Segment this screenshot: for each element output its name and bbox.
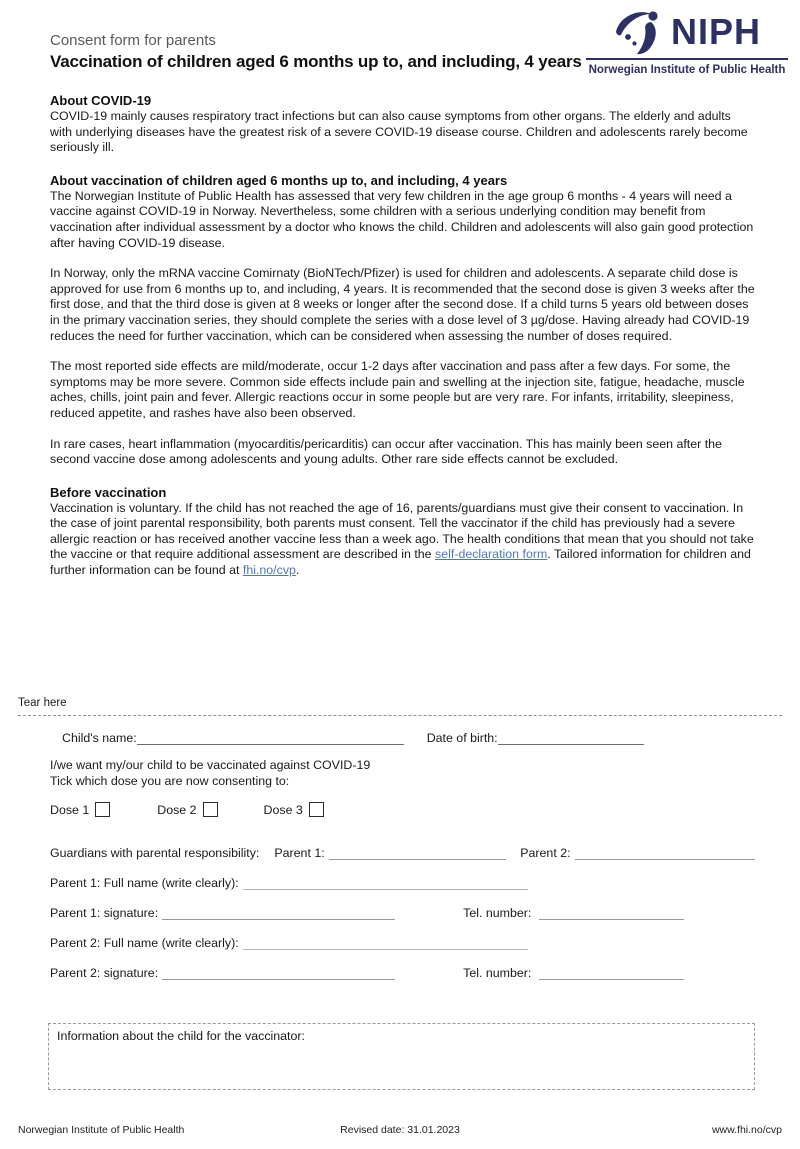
vaccinator-info-label: Information about the child for the vaccinator: [57,1029,305,1043]
title-block [50,32,582,72]
child-name-label: Child's name: [62,731,137,745]
parent-2-tel-field[interactable] [539,965,684,980]
parent-2-fullname-row [50,933,755,950]
paragraph-before-vaccination [50,501,755,579]
text-segment: Vaccination is voluntary. If the child has not reached the age of 16, parents/guardians must give their consent to vaccination. In the case of joint parental responsibility, both parents must consent. Tell the vaccinator if the child has previously had a severe allergic reaction or has received another vaccine less than a week ago. The health conditions that mean that you should not take the vaccine or that require additional assessment are described in the [50,500,754,562]
vaccinator-info-box[interactable] [48,1023,755,1090]
header [0,0,800,76]
consent-line-1: I/we want my/our child to be vaccinated against COVID-19 [50,758,371,772]
date-of-birth-label: Date of birth: [426,731,498,745]
logo-divider [586,58,788,60]
niph-logo [586,8,788,76]
heading-before-vaccination: Before vaccination [50,484,167,500]
tear-here-label: Tear here [18,697,67,709]
footer-revised-date: Revised date: 31.01.2023 [340,1124,460,1136]
parent-1-label: Parent 1: [274,846,325,860]
parent-1-signature-row [50,903,755,920]
text-segment: . Tailored information for children and further information can be found at [50,547,751,578]
dose-1-checkbox[interactable] [95,802,110,817]
dose-3-label: Dose 3 [263,802,303,817]
fhi-cvp-link[interactable]: fhi.no/cvp [242,563,296,578]
parent-1-fullname-row [50,873,755,890]
form-subtitle: Consent form for parents [50,32,216,49]
parent-1-fullname-label: Parent 1: Full name (write clearly): [50,876,239,890]
dose-2-label: Dose 2 [157,802,197,817]
paragraph: In Norway, only the mRNA vaccine Comirnaty (BioNTech/Pfizer) is used for children and adolescents. A separate child dose is approved for use from 6 months up to, and including, 4 years. It is recommended that the second dose is given 3 weeks after the first dose, and that the third dose is given at 8 weeks or longer after the second dose. If a child turns 5 years old between doses in the primary vaccination series, they should complete the series with a dose level of 3 µg/dose. Having already had COVID-19 reduces the need for further vaccination, which can be considered when assessing the number of doses required. [50,266,755,343]
paragraph: COVID-19 mainly causes respiratory tract infections but can also cause symptoms from other organs. The elderly and adults with underlying diseases have the greatest risk of a severe COVID-19 disease course. Children and adolescents rarely become seriously ill. [50,109,748,155]
paragraph: The Norwegian Institute of Public Health has assessed that very few children in the age group 6 months - 4 years will need a vaccine against COVID-19 in Norway. Nevertheless, some children with a serious underlying condition may benefit from vaccination after individual assessment by a doctor who knows the child. Children and adolescents will also gain good protection after having COVID-19 disease. [50,188,754,250]
parent-2-signature-label: Parent 2: signature: [50,966,159,980]
tear-dashed-line [18,715,782,716]
parent-1-signature-label: Parent 1: signature: [50,906,159,920]
paragraph: In rare cases, heart inflammation (myocarditis/pericarditis) can occur after vaccination. This has mainly been seen after the second vaccine dose among adolescents and young adults. Other rare side effects cannot be excluded. [50,436,722,467]
dose-1-label: Dose 1 [50,802,90,817]
tear-off-form [0,697,800,1090]
child-name-row [50,728,755,745]
date-of-birth-field[interactable] [498,730,644,745]
parent-2-fullname-label: Parent 2: Full name (write clearly): [50,936,239,950]
heading-about-covid: About COVID-19 [50,93,152,108]
parent-2-signature-row [50,963,755,980]
paragraph: The most reported side effects are mild/moderate, occur 1-2 days after vaccination and pass after a few days. For some, the symptoms may be more severe. Common side effects include pain and swelling at the injection site, fatigue, headache, muscle aches, chills, joint pain and fever. Allergic reactions occur in some people but are very rare. For infants, irritability, sleepiness, reduced appetite, and rashes have also been observed. [50,359,745,420]
guardians-row [50,843,755,860]
parent-1-signature-field[interactable] [162,905,395,920]
niph-wordmark: NIPH [670,11,761,52]
guardians-label: Guardians with parental responsibility: [50,846,260,860]
niph-figure-icon [613,8,665,56]
consent-statement [50,758,755,789]
footer-url: www.fhi.no/cvp [711,1124,782,1136]
heading-about-vaccination: About vaccination of children aged 6 months up to, and including, 4 years [50,172,508,188]
self-declaration-form-link[interactable]: self-declaration form [435,547,548,562]
parent-2-fullname-field[interactable] [243,935,528,950]
parent-2-name-field[interactable] [575,845,755,860]
parent-2-signature-field[interactable] [162,965,395,980]
tel-number-label-2: Tel. number: [463,966,532,980]
parent-2-label: Parent 2: [520,846,571,860]
page-title: Vaccination of children aged 6 months up to, and including, 4 years [50,52,582,71]
parent-1-tel-field[interactable] [539,905,684,920]
parent-1-name-field[interactable] [329,845,507,860]
document-body [0,93,800,579]
dose-3-checkbox[interactable] [309,802,324,817]
footer [18,1124,782,1136]
child-name-field[interactable] [137,730,404,745]
dose-selection-row [50,801,755,818]
parent-1-fullname-field[interactable] [243,875,528,890]
logo-caption: Norwegian Institute of Public Health [588,64,786,76]
tel-number-label-1: Tel. number: [463,906,532,920]
dose-2-checkbox[interactable] [203,802,218,817]
footer-org-name: Norwegian Institute of Public Health [18,1124,185,1136]
text-segment: . [295,563,300,578]
consent-line-2: Tick which dose you are now consenting to: [50,773,290,788]
